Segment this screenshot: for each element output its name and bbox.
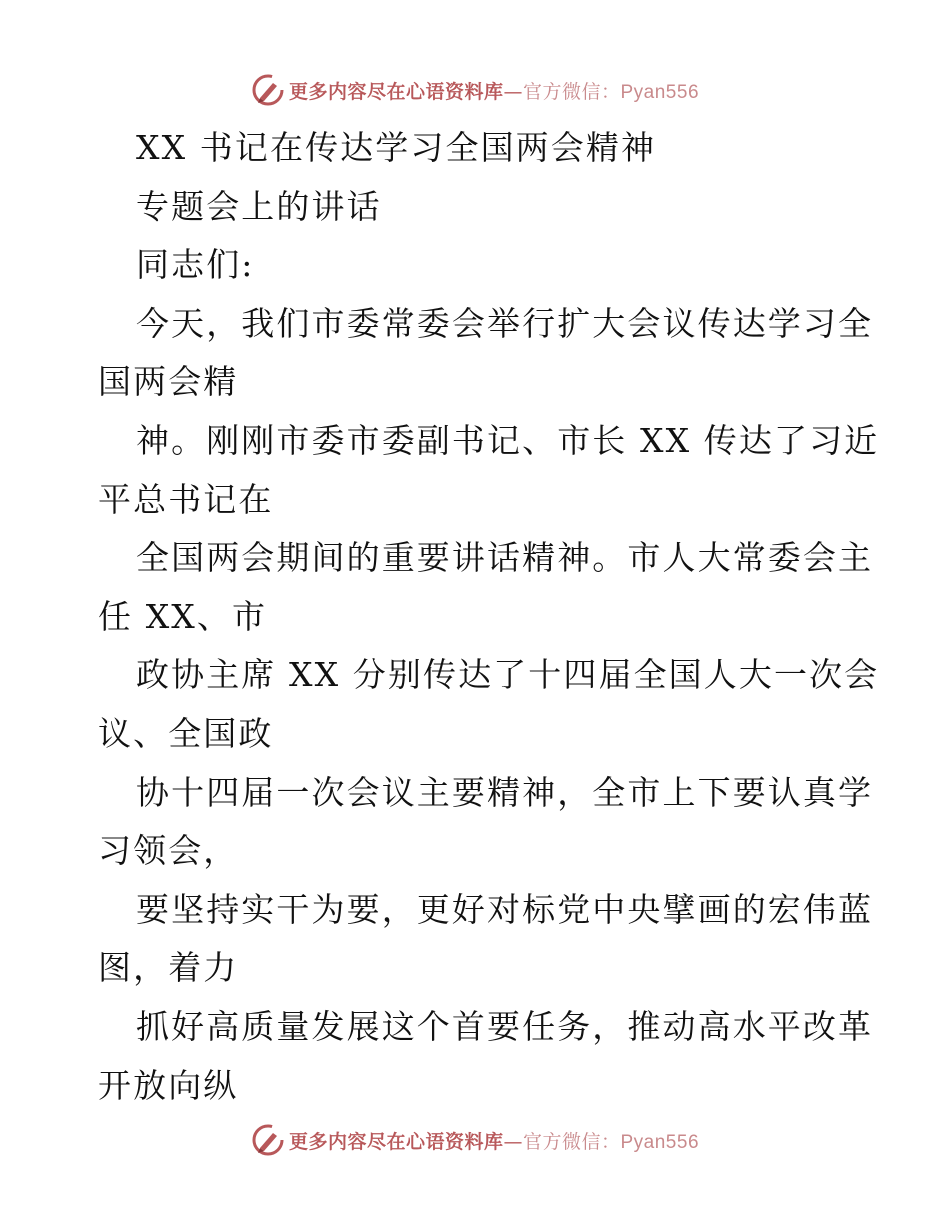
pen-logo-icon [251,1123,285,1157]
banner-separator: — [503,1130,523,1153]
doc-paragraph-line: 习领会， [98,831,239,871]
doc-paragraph-line: 要坚持实干为要，更好对标党中央擘画的宏伟蓝 [136,889,874,929]
banner-wechat-handle: Pyan556 [620,81,700,103]
banner-wechat-label: 官方微信： [522,1130,621,1153]
doc-paragraph-line: 神。刚刚市委市委副书记、市长 XX 传达了习近 [136,420,880,460]
banner-separator: — [503,80,523,103]
document-body [98,119,880,1115]
doc-paragraph-line: 协十四届一次会议主要精神，全市上下要认真学 [136,772,874,812]
doc-salutation: 同志们: [136,245,255,285]
doc-paragraph-line: 抓好高质量发展这个首要任务，推动高水平改革 [136,1006,874,1046]
doc-paragraph-line: 全国两会期间的重要讲话精神。市人大常委会主 [136,538,874,578]
banner-text [289,77,699,104]
banner-main-text: 更多内容尽在心语资料库 [288,1130,504,1153]
footer-banner [0,1120,950,1160]
doc-paragraph-line: 平总书记在 [98,479,274,519]
banner-text [289,1127,699,1154]
banner-main-text: 更多内容尽在心语资料库 [288,80,504,103]
doc-paragraph-line: 政协主席 XX 分别传达了十四届全国人大一次会 [136,655,880,695]
doc-paragraph-line: 图，着力 [98,948,239,988]
doc-title-line-1: XX 书记在传达学习全国两会精神 [136,128,657,167]
banner-wechat-handle: Pyan556 [620,1131,700,1153]
doc-title-line-2: 专题会上的讲话 [136,186,382,226]
doc-paragraph-line: 开放向纵 [98,1065,239,1105]
header-banner [0,70,950,110]
doc-paragraph-line: 任 XX、市 [98,596,268,636]
pen-logo-icon [251,73,285,107]
doc-paragraph-line: 议、全国政 [98,713,274,753]
doc-paragraph-line: 国两会精 [98,362,239,402]
doc-paragraph-line: 今天，我们市委常委会举行扩大会议传达学习全 [136,303,874,343]
banner-wechat-label: 官方微信： [522,80,621,103]
